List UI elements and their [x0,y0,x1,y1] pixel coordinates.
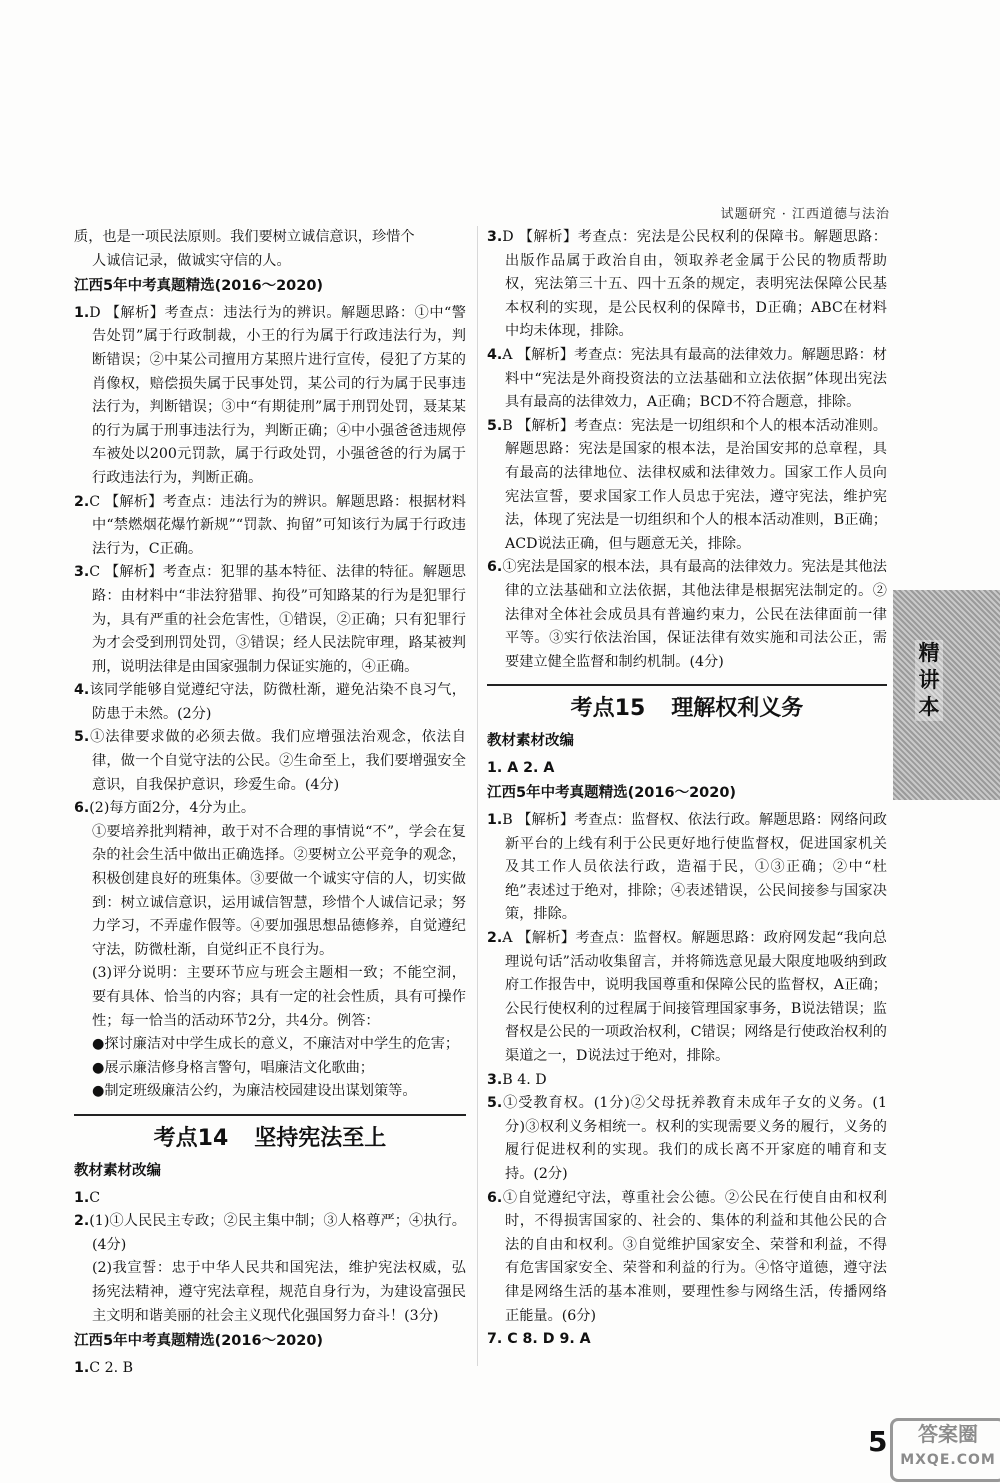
bullet-item: ●制定班级廉洁公约，为廉洁校园建设出谋划策等。 [92,1083,417,1100]
answer-item: 3.D 【解析】考查点：宪法是公民权利的保障书。解题思路：出版作品属于政治自由，领取养老金属于公民的物质帮助权，宪法第三十五、四十五条的规定，表明宪法保障公民基本权利的实现，是公民权利的保障书，D正确；ABC在材料中均未体现，排除。 [487,229,887,340]
answer-detail: ①要培养批判精神，敢于对不合理的事情说“不”，学会在复杂的社会生活中做出正确选择。②要树立公平竞争的观念，积极创建良好的班集体。③要做一个诚实守信的人，切实做到：树立诚信意识，运用诚信智慧，珍惜个人诚信记录；努力学习，不弄虚作假等。④要加强思想品德修养，自觉遵纪守法，防微杜渐，自觉纠正不良行为。 [92,823,466,958]
answer-item: 3.C 【解析】考查点：犯罪的基本特征、法律的特征。解题思路：由材料中“非法狩猎罪、拘役”可知路某的行为是犯罪行为，具有严重的社会危害性，①错误，②正确；只有犯罪行为才会受到刑罚处罚，③错误；经人民法院审理，路某被判刑，说明法律是由国家强制力保证实施的，④正确。 [74,564,466,675]
section-heading: 江西5年中考真题精选(2016～2020) [487,785,737,802]
answer-item: 7. C 8. D 9. A [487,1331,591,1348]
answer-item: 1.C [74,1189,101,1206]
section-heading: 江西5年中考真题精选(2016～2020) [74,278,324,295]
intro-line: 质，也是一项民法原则。我们要树立诚信意识，珍惜个 [74,229,415,245]
column-divider [477,226,478,1366]
intro-line: 人诚信记录，做诚实守信的人。 [92,252,291,269]
watermark-logo: 答案圈 MXQE.COM [890,1418,1000,1482]
answer-item: 1.D 【解析】考查点：违法行为的辨识。解题思路：①中“警告处罚”属于行政制裁，小王的行为属于行政违法行为，判断错误；②中某公司擅用方某照片进行宣传，侵犯了方某的肖像权，赔偿损失属于民事处罚，某公司的行为属于民事违法行为，判断错误；③中“有期徒刑”属于刑罚处罚，聂某某的行为属于刑事违法行为，判断正确；④中小强爸爸违规停车被处以200元罚款，属于行政处罚，小强爸爸的行为属于行政违法行为，判断正确。 [74,304,466,486]
answer-detail: (3)评分说明：主要环节应与班会主题相一致；不能空洞，要有具体、恰当的内容；具有一定的社会性质，具有可操作性；每一恰当的活动环节2分，共4分。例答： [92,965,466,1029]
answer-item: 6.①自觉遵纪守法，尊重社会公德。②公民在行使自由和权利时，不得损害国家的、社会的、集体的利益和其他公民的合法的自由和权利。③自觉维护国家安全、荣誉和利益，不得有危害国家安全、荣誉和利益的行为。④恪守道德，遵守法律是网络生活的基本准则，要理性参与网络生活，传播网络正能量。(6分) [487,1189,887,1324]
answer-item: 4.A 【解析】考查点：宪法具有最高的法律效力。解题思路：材料中“宪法是外商投资法的立法基础和立法依据”体现出宪法具有最高的法律效力，A正确；BCD不符合题意，排除。 [487,346,887,411]
answer-item: 5.B 【解析】考查点：宪法是一切组织和个人的根本活动准则。解题思路：宪法是国家的根本法，是治国安邦的总章程，具有最高的法律地位、法律权威和法律效力。国家工作人员向宪法宣誓，要求国家工作人员忠于宪法，遵守宪法，维护宪法，体现了宪法是一切组织和个人的根本活动准则，B正确；ACD说法正确，但与题意无关，排除。 [487,417,887,552]
answer-detail: (2)我宣誓：忠于中华人民共和国宪法，维护宪法权威，弘扬宪法精神，遵守宪法章程，规范自身行为，为建设富强民主文明和谐美丽的社会主义现代化强国努力奋斗！(3分) [92,1260,466,1324]
left-column [74,226,466,1380]
blank-top-margin [0,0,1000,200]
answer-item: 1.C 2. B [74,1359,134,1376]
answer-item: 2.A 【解析】考查点：监督权。解题思路：政府网发起“我向总理说句话”活动收集留言，并将筛选意见最大限度地吸纳到政府工作报告中，说明我国尊重和保障公民的监督权，A正确；公民行使权利的过程属于间接管理国家事务，B说法错误；监督权是公民的一项政治权利，C错误；网络是行使政治权利的渠道之一，D说法过于绝对，排除。 [487,930,887,1064]
bullet-item: ●探讨廉洁对中学生成长的意义，不廉洁对中学生的危害； [92,1036,460,1053]
topic-heading-14: 考点14 坚持宪法至上 [74,1114,466,1154]
answer-item: 3.B 4. D [487,1071,547,1088]
section-heading: 教材素材改编 [74,1162,161,1179]
bullet-item: ●展示廉洁修身格言警句，唱廉洁文化歌曲； [92,1059,374,1076]
section-heading: 江西5年中考真题精选(2016～2020) [74,1333,324,1350]
answer-item: 1.B 【解析】考查点：监督权、依法行政。解题思路：网络问政新平台的上线有利于公民更好地行使监督权，促进国家机关及其工作人员依法行政，造福于民，①③正确；②中“杜绝”表述过于绝对，排除；④表述错误，公民间接参与国家决策，排除。 [487,812,887,923]
running-header: 试题研究 · 江西道德与法治 [720,207,890,222]
answer-item: 1. A 2. A [487,759,555,776]
topic-heading-15: 考点15 理解权利义务 [487,684,887,724]
page-number: 5 [868,1425,888,1458]
side-tab-label: 精讲本 [915,640,943,721]
section-heading: 教材素材改编 [487,733,574,750]
answer-item: 6.①宪法是国家的根本法，具有最高的法律效力。宪法是其他法律的立法基础和立法依据，其他法律是根据宪法制定的。②法律对全体社会成员具有普遍约束力，公民在法律面前一律平等。③实行依法治国，保证法律有效实施和司法公正，需要建立健全监督和制约机制。(4分) [487,559,887,670]
answer-item: 5.①受教育权。(1分)②父母抚养教育未成年子女的义务。(1分)③权利义务相统一。权利的实现需要义务的履行，义务的履行促进权利的实现。我们的成长离不开家庭的哺育和支持。(2分) [487,1095,887,1182]
side-tab [893,590,1000,800]
answer-item: 2.(1)①人民民主专政；②民主集中制；③人格尊严；④执行。(4分) [74,1213,466,1253]
right-column [487,226,887,1352]
answer-item: 5.①法律要求做的必须去做。我们应增强法治观念，依法自律，做一个自觉守法的公民。②生命至上，我们要增强安全意识，自我保护意识，珍爱生命。(4分) [74,729,466,793]
answer-item: 2.C 【解析】考查点：违法行为的辨识。解题思路：根据材料中“禁燃烟花爆竹新规”“罚款、拘留”可知该行为属于行政违法行为，C正确。 [74,493,466,557]
answer-item: 6.(2)每方面2分，4分为止。 [74,800,256,817]
answer-item: 4.该同学能够自觉遵纪守法，防微杜渐，避免沾染不良习气，防患于未然。(2分) [74,682,466,722]
